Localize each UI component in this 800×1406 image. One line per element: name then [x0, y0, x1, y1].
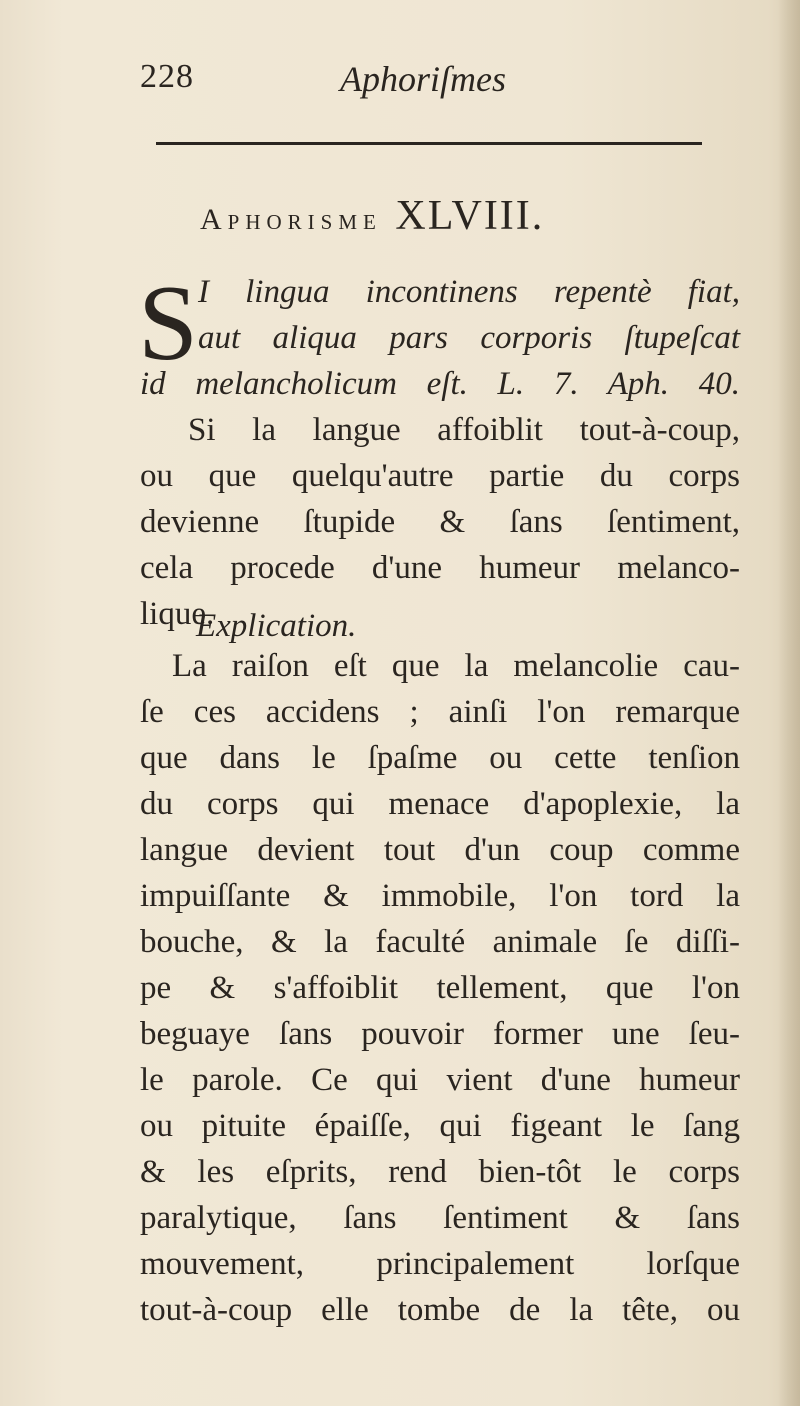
- running-title: Aphoriſmes: [340, 59, 506, 99]
- aphorism-heading: [200, 192, 720, 240]
- text-line: cela procede d'une humeur melanco-: [140, 550, 740, 586]
- drop-cap: S: [138, 264, 199, 383]
- text-line: mouvement, principalement lorſque: [140, 1246, 740, 1282]
- text-line: bouche, & la faculté animale ſe diſſi-: [140, 924, 740, 960]
- text-line: La raiſon eſt que la melancolie cau-: [172, 648, 740, 684]
- text-line: pe & s'affoiblit tellement, que l'on: [140, 970, 740, 1006]
- text-line: lique.: [140, 596, 215, 632]
- text-line: que dans le ſpaſme ou cette tenſion: [140, 740, 740, 776]
- text-line: langue devient tout d'un coup comme: [140, 832, 740, 868]
- text-line: ou pituite épaiſſe, qui figeant le ſang: [140, 1108, 740, 1144]
- text-line: tout-à-coup elle tombe de la tête, ou: [140, 1292, 740, 1328]
- page-gutter-shadow: [778, 0, 800, 1406]
- latin-line: aut aliqua pars corporis ſtupeſcat: [198, 320, 740, 356]
- heading-word: Aphorisme: [200, 203, 382, 236]
- text-line: devienne ſtupide & ſans ſentiment,: [140, 504, 740, 540]
- latin-line: I lingua incontinens repentè fiat,: [198, 274, 740, 310]
- text-line: paralytique, ſans ſentiment & ſans: [140, 1200, 740, 1236]
- explication-title: Explication.: [196, 608, 357, 644]
- text-line: & les eſprits, rend bien-tôt le corps: [140, 1154, 740, 1190]
- text-line: le parole. Ce qui vient d'une humeur: [140, 1062, 740, 1098]
- text-line: ou que quelqu'autre partie du corps: [140, 458, 740, 494]
- text-line: du corps qui menace d'apoplexie, la: [140, 786, 740, 822]
- text-line: ſe ces accidens ; ainſi l'on remarque: [140, 694, 740, 730]
- text-line: Si la langue affoiblit tout-à-coup,: [188, 412, 740, 448]
- header-rule: [156, 142, 702, 145]
- latin-line: id melancholicum eſt. L. 7. Aph. 40.: [140, 366, 740, 402]
- text-line: impuiſſante & immobile, l'on tord la: [140, 878, 740, 914]
- page-header: [140, 58, 700, 118]
- page-number: 228: [140, 58, 194, 95]
- heading-numeral: XLVIII.: [395, 193, 545, 239]
- text-line: beguaye ſans pouvoir former une ſeu-: [140, 1016, 740, 1052]
